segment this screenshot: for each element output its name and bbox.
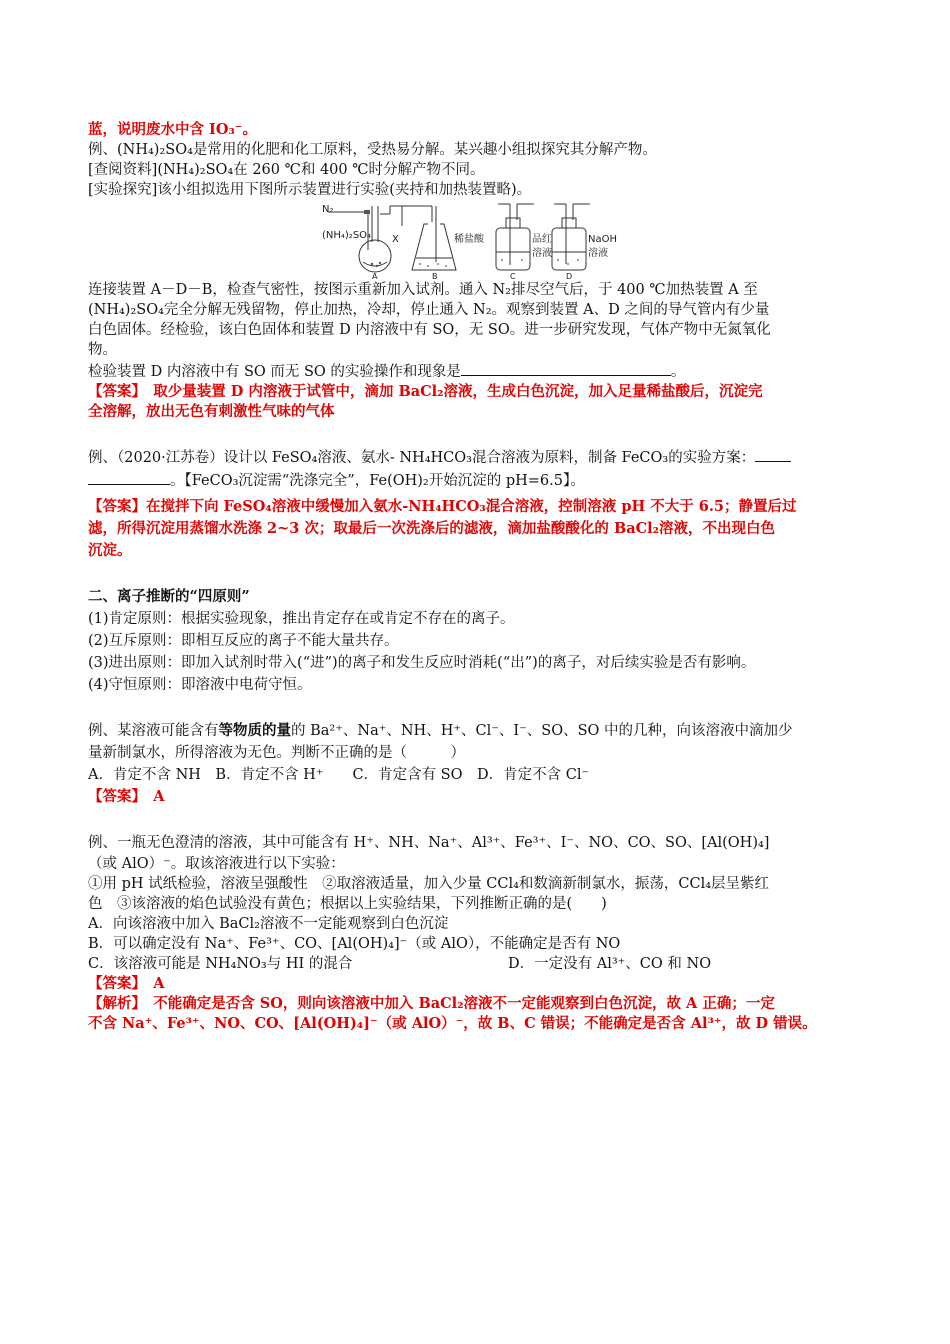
example-4-analysis-2: 不含 Na⁺、Fe³⁺、NO、CO、[Al(OH)₄]⁻（或 AlO）⁻，故 B、C 错误；不能确定是否含 Al³⁺，故 D 错误。 xyxy=(88,1015,817,1032)
example-1-procedure-4: 物。 xyxy=(88,342,117,358)
example-4-question-1: 例、一瓶无色澄清的溶液，其中可能含有 H⁺、NH、Na⁺、Al³⁺、Fe³⁺、I⁻、NO、CO、SO、[Al(OH)₄] xyxy=(88,835,770,851)
principle-1: (1)肯定原则：根据实验现象，推出肯定存在或肯定不存在的离子。 xyxy=(88,611,515,627)
example-3-text-a: 例、某溶液可能含有 xyxy=(88,723,219,739)
example-1-procedure-3: 白色固体。经检验，该白色固体和装置 D 内溶液中有 SO，无 SO。进一步研究发现，气体产物中无氮氧化 xyxy=(88,322,771,338)
example-2-question-2 xyxy=(88,469,864,492)
example-2-text: 例、（2020·江苏卷）设计以 FeSO₄溶液、氨水- NH₄HCO₃混合溶液为原料，制备 FeCO₃的实验方案： xyxy=(88,450,756,466)
example-3-emphasis: 等物质的量 xyxy=(218,722,291,739)
example-1-experiment: [实验探究]该小组拟选用下图所示装置进行实验(夹持和加热装置略)。 xyxy=(88,182,532,198)
example-4-option-cd xyxy=(88,954,864,974)
section-heading: 二、离子推断的“四原则” xyxy=(88,588,250,605)
apparatus-figure xyxy=(320,202,620,280)
example-1-answer-1: 【答案】 取少量装置 D 内溶液于试管中，滴加 BaCl₂溶液，生成白色沉淀，加入足量稀盐酸后，沉淀完 xyxy=(88,383,763,400)
example-4-experiment-2: 色 ③该溶液的焰色试验没有黄色；根据以上实验结果，下列推断正确的是( ) xyxy=(88,896,607,912)
example-1-procedure-1: 连接装置 A－D－B，检查气密性，按图示重新加入试剂。通入 N₂排尽空气后，于 400 ℃加热装置 A 至 xyxy=(88,282,758,298)
example-2-question xyxy=(88,446,864,469)
example-3-options: A．肯定不含 NH B．肯定不含 H⁺ C．肯定含有 SO D．肯定不含 Cl⁻ xyxy=(88,767,590,783)
label-reagent: (NH₄)₂SO₄ xyxy=(322,230,372,241)
example-4-question-2: （或 AlO）⁻。取该溶液进行以下实验： xyxy=(88,856,345,872)
example-2-hint: 。【FeCO₃沉淀需“洗涤完全”，Fe(OH)₂开始沉淀的 pH=6.5】。 xyxy=(170,473,585,489)
label-n2: N₂ xyxy=(322,204,334,215)
example-3-question-2: 量新制氯水，所得溶液为无色。判断不正确的是（ ） xyxy=(88,745,465,761)
label-pinhong: 品红 xyxy=(532,234,552,245)
answer-continuation: 蓝，说明废水中含 IO₃⁻。 xyxy=(88,121,257,138)
example-3-answer: 【答案】 A xyxy=(88,788,165,805)
example-4-answer: 【答案】 A xyxy=(88,975,165,992)
example-1-reference: [查阅资料](NH₄)₂SO₄在 260 ℃和 400 ℃时分解产物不同。 xyxy=(88,162,485,178)
example-4-option-d: D．一定没有 Al³⁺、CO 和 NO xyxy=(508,956,712,972)
document-page xyxy=(88,120,864,1034)
example-4-experiment-1: ①用 pH 试纸检验，溶液呈强酸性 ②取溶液适量，加入少量 CCl₄和数滴新制氯水，振荡，CCl₄层呈紫红 xyxy=(88,876,770,892)
principle-2: (2)互斥原则：即相互反应的离子不能大量共存。 xyxy=(88,633,399,649)
label-b: B xyxy=(432,272,438,280)
example-4-option-a: A．向该溶液中加入 BaCl₂溶液不一定能观察到白色沉淀 xyxy=(88,916,449,932)
label-naoh: NaOH xyxy=(588,234,617,245)
principle-4: (4)守恒原则：即溶液中电荷守恒。 xyxy=(88,677,312,693)
label-hcl: 稀盐酸 xyxy=(454,234,484,245)
question-end: 。 xyxy=(670,364,686,380)
example-1-question xyxy=(88,360,864,382)
example-3-text-b: 的 Ba²⁺、Na⁺、NH、H⁺、Cl⁻、I⁻、SO、SO 中的几种，向该溶液中滴加少 xyxy=(291,723,793,739)
question-text: 检验装置 D 内溶液中有 SO 而无 SO 的实验操作和现象是 xyxy=(88,364,461,380)
example-4-option-c: C．该溶液可能是 NH₄NO₃与 HI 的混合 xyxy=(88,956,353,972)
answer-blank xyxy=(461,360,671,376)
label-a: A xyxy=(372,272,378,280)
example-4-option-b: B．可以确定没有 Na⁺、Fe³⁺、CO、[Al(OH)₄]⁻（或 AlO），不能确定是否有 NO xyxy=(88,936,621,952)
example-1-intro: 例、(NH₄)₂SO₄是常用的化肥和化工原料，受热易分解。某兴趣小组拟探究其分解产物。 xyxy=(88,142,657,158)
label-d: D xyxy=(566,272,573,280)
example-4-analysis-1: 【解析】 不能确定是否含 SO，则向该溶液中加入 BaCl₂溶液不一定能观察到白色沉淀，故 A 正确；一定 xyxy=(88,995,775,1012)
example-1-answer-2: 全溶解，放出无色有刺激性气味的气体 xyxy=(88,403,335,420)
example-2-answer-3: 沉淀。 xyxy=(88,542,132,559)
label-naoh-solution: 溶液 xyxy=(588,248,608,259)
example-2-answer-2: 滤，所得沉淀用蒸馏水洗涤 2~3 次；取最后一次洗涤后的滤液，滴加盐酸酸化的 BaCl₂溶液，不出现白色 xyxy=(88,520,776,537)
example-2-blank-2 xyxy=(88,469,170,485)
example-2-blank-1 xyxy=(755,446,791,462)
example-2-answer-1: 【答案】在搅拌下向 FeSO₄溶液中缓慢加入氨水-NH₄HCO₃混合溶液，控制溶液 pH 不大于 6.5；静置后过 xyxy=(88,498,797,515)
label-pinhong-solution: 溶液 xyxy=(532,248,552,259)
label-c: C xyxy=(510,272,516,280)
example-1-procedure-2: (NH₄)₂SO₄完全分解无残留物，停止加热，冷却，停止通入 N₂。观察到装置 A、D 之间的导气管内有少量 xyxy=(88,302,770,318)
example-3-question-1 xyxy=(88,720,864,742)
principle-3: (3)进出原则：即加入试剂时带入(“进”)的离子和发生反应时消耗(“出”)的离子，对后续实验是否有影响。 xyxy=(88,655,756,671)
label-x: X xyxy=(392,234,399,245)
